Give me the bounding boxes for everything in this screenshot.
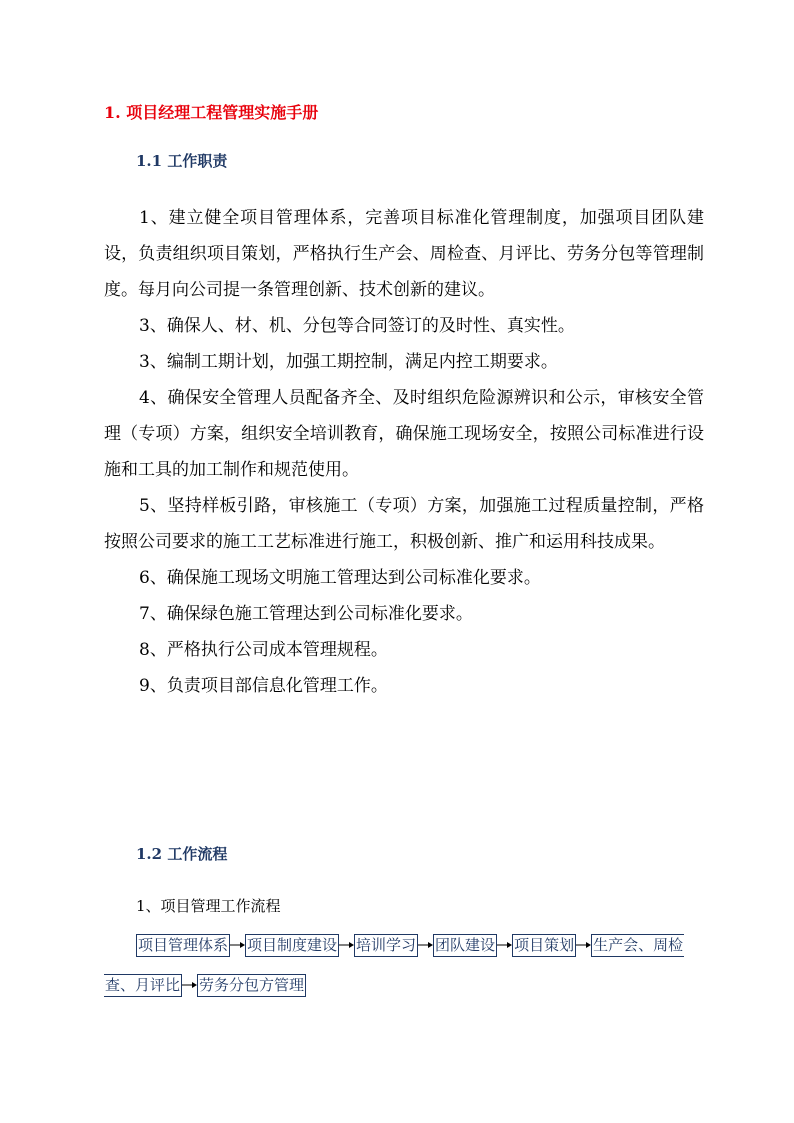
list-item: 1、建立健全项目管理体系，完善项目标准化管理制度，加强项目团队建设，负责组织项目策划，严格执行生产会、周检查、月评比、劳务分包等管理制度。每月向公司提一条管理创新、技术创新的建议。	[104, 208, 704, 300]
arrow-right-icon	[182, 980, 197, 990]
list-item: 3、编制工期计划，加强工期控制，满足内控工期要求。	[139, 352, 558, 372]
arrow-right-icon	[497, 940, 512, 950]
flow-row-1	[104, 932, 704, 958]
list-item: 3、确保人、材、机、分包等合同签订的及时性、真实性。	[139, 316, 575, 336]
list-item: 6、确保施工现场文明施工管理达到公司标准化要求。	[139, 568, 541, 588]
list-item: 5、坚持样板引路，审核施工（专项）方案，加强施工过程质量控制，严格按照公司要求的施工工艺标准进行施工，积极创新、推广和运用科技成果。	[104, 496, 704, 552]
list-item: 8、严格执行公司成本管理规程。	[139, 640, 388, 660]
flow-step: 项目管理体系	[136, 934, 230, 957]
flow-step: 团队建设	[433, 934, 497, 957]
arrow-right-icon	[339, 940, 354, 950]
section-title-workflow: 1.2 工作流程	[136, 845, 228, 863]
flow-step: 查、月评比	[104, 974, 182, 997]
section-title-responsibilities: 1.1 工作职责	[136, 152, 228, 170]
arrow-right-icon	[230, 940, 245, 950]
flow-step: 劳务分包方管理	[197, 974, 306, 997]
document-heading: 1. 项目经理工程管理实施手册	[104, 103, 319, 122]
arrow-right-icon	[576, 940, 591, 950]
flow-step: 项目策划	[512, 934, 576, 957]
flow-step: 项目制度建设	[245, 934, 339, 957]
workflow-diagram	[104, 932, 704, 998]
list-item: 9、负责项目部信息化管理工作。	[139, 676, 388, 696]
responsibilities-list	[104, 200, 704, 704]
list-item: 7、确保绿色施工管理达到公司标准化要求。	[139, 604, 473, 624]
list-item: 4、确保安全管理人员配备齐全、及时组织危险源辨识和公示，审核安全管理（专项）方案，组织安全培训教育，确保施工现场安全，按照公司标准进行设施和工具的加工制作和规范使用。	[104, 388, 704, 480]
flow-step: 培训学习	[354, 934, 418, 957]
arrow-right-icon	[418, 940, 433, 950]
flow-step: 生产会、周检	[591, 934, 684, 957]
flow-title: 1、项目管理工作流程	[136, 897, 281, 915]
flow-row-2	[104, 972, 704, 998]
